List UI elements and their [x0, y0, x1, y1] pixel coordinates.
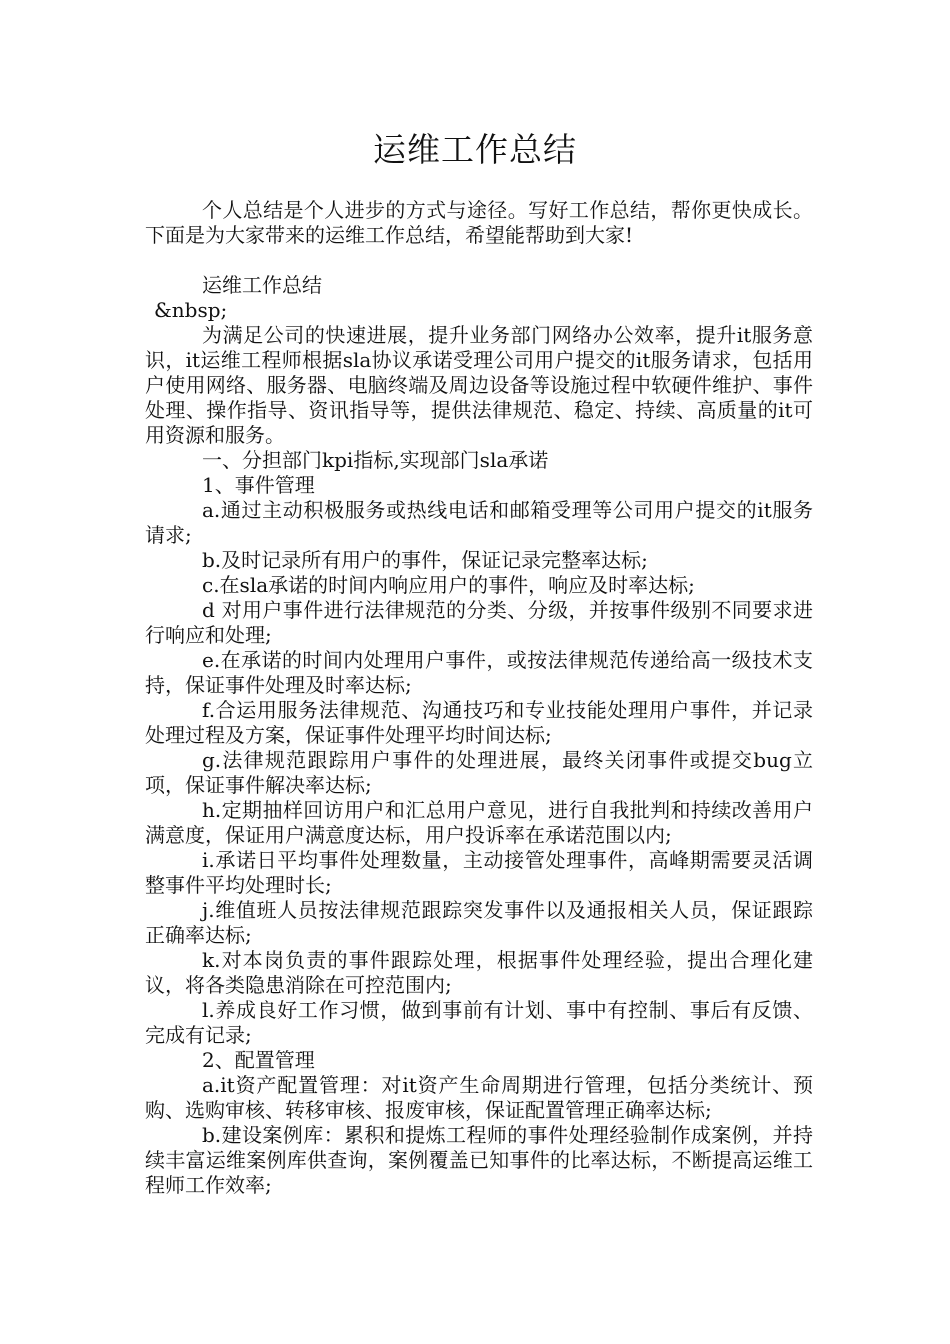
list-item: b.及时记录所有用户的事件，保证记录完整率达标;	[202, 548, 648, 572]
list-item: l.养成良好工作习惯，做到事前有计划、事中有控制、事后有反馈、完成有记录;	[145, 998, 813, 1047]
paragraph-spacer	[145, 248, 813, 273]
list-item: i.承诺日平均事件处理数量，主动接管处理事件，高峰期需要灵活调整事件平均处理时长;	[145, 848, 813, 897]
document-title: 运维工作总结	[373, 130, 577, 169]
list-item: b.建设案例库：累积和提炼工程师的事件处理经验制作成案例，并持续丰富运维案例库供查询，案例覆盖已知事件的比率达标，不断提高运维工程师工作效率;	[145, 1123, 813, 1197]
list-item: g.法律规范跟踪用户事件的处理进展，最终关闭事件或提交bug立项，保证事件解决率达标;	[145, 748, 813, 797]
section-subtitle: 运维工作总结	[202, 273, 322, 297]
subsection-heading: 2、配置管理	[202, 1048, 315, 1072]
list-item: a.it资产配置管理：对it资产生命周期进行管理，包括分类统计、预购、选购审核、转移审核、报废审核，保证配置管理正确率达标;	[145, 1073, 813, 1122]
section-heading: 一、分担部门kpi指标,实现部门sla承诺	[202, 448, 549, 472]
paragraph: 为满足公司的快速进展，提升业务部门网络办公效率，提升it服务意识，it运维工程师根据sla协议承诺受理公司用户提交的it服务请求，包括用户使用网络、服务器、电脑终端及周边设备等设施过程中软硬件维护、事件处理、操作指导、资讯指导等，提供法律规范、稳定、持续、高质量的it可用资源和服务。	[145, 323, 813, 447]
list-item: a.通过主动积极服务或热线电话和邮箱受理等公司用户提交的it服务请求;	[145, 498, 813, 547]
nbsp-text: &nbsp;	[154, 298, 228, 322]
list-item: h.定期抽样回访用户和汇总用户意见，进行自我批判和持续改善用户满意度，保证用户满意度达标，用户投诉率在承诺范围以内;	[145, 798, 813, 847]
list-item: d 对用户事件进行法律规范的分类、分级，并按事件级别不同要求进行响应和处理;	[145, 598, 813, 647]
list-item: j.维值班人员按法律规范跟踪突发事件以及通报相关人员，保证跟踪正确率达标;	[145, 898, 813, 947]
subsection-heading: 1、事件管理	[202, 473, 315, 497]
list-item: k.对本岗负责的事件跟踪处理，根据事件处理经验，提出合理化建议，将各类隐患消除在可控范围内;	[145, 948, 813, 997]
list-item: f.合运用服务法律规范、沟通技巧和专业技能处理用户事件，并记录处理过程及方案，保证事件处理平均时间达标;	[145, 698, 813, 747]
intro-paragraph: 个人总结是个人进步的方式与途径。写好工作总结，帮你更快成长。下面是为大家带来的运维工作总结，希望能帮助到大家!	[145, 198, 813, 247]
document-body	[145, 198, 813, 1198]
list-item: e.在承诺的时间内处理用户事件，或按法律规范传递给高一级技术支持，保证事件处理及时率达标;	[145, 648, 813, 697]
list-item: c.在sla承诺的时间内响应用户的事件，响应及时率达标;	[202, 573, 695, 597]
